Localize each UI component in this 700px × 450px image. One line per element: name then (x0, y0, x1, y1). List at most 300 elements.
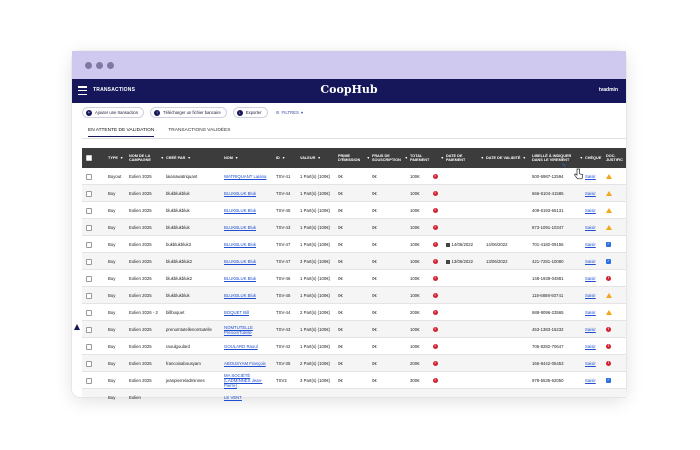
cell-date-paiement (446, 304, 483, 321)
payment-date: 13/06/2022 (451, 259, 474, 264)
cell-cheque[interactable] (585, 389, 603, 406)
cell-campaign (129, 321, 163, 338)
cell-total (410, 287, 443, 304)
cell-value (300, 168, 335, 185)
cell-name[interactable] (224, 219, 273, 236)
cell-text: TSV-47 (276, 242, 291, 247)
transactions-table (82, 148, 626, 398)
cell-cheque[interactable] (585, 185, 603, 202)
cell-text: blukblukbluk (166, 225, 190, 230)
investor-name-link[interactable]: GOULARD Raoul (224, 344, 258, 349)
error-icon: ! (434, 208, 436, 212)
column-header-prime[interactable] (338, 148, 370, 168)
cell-frais (372, 219, 407, 236)
table-row[interactable] (82, 236, 626, 253)
cell-created-by (166, 355, 221, 372)
cell-text: 0€ (372, 225, 377, 230)
cell-total (410, 321, 443, 338)
cell-text: Eolien 2025 (129, 344, 152, 349)
error-icon: ! (434, 225, 436, 229)
cell-type (108, 287, 126, 304)
cell-campaign (129, 338, 163, 355)
cell-text: 0€ (372, 293, 377, 298)
cell-created-by (166, 270, 221, 287)
investor-name-link[interactable]: BLUKBLUK Bluk (224, 191, 257, 196)
app-window (72, 51, 626, 400)
cell-campaign (129, 355, 163, 372)
cell-text: 1 Part(s) (100€) (300, 344, 331, 349)
cell-created-by (166, 338, 221, 355)
column-header-campaign[interactable] (129, 148, 164, 168)
cell-libelle (532, 270, 582, 287)
warning-icon (606, 191, 612, 196)
cell-name[interactable] (224, 270, 273, 287)
cell-type (108, 321, 126, 338)
cell-date-validite (486, 236, 529, 253)
cell-campaign (129, 372, 163, 389)
error-icon: ! (434, 174, 436, 178)
cell-date-paiement (446, 389, 483, 406)
cell-type (108, 355, 126, 372)
total-value: 200€ (410, 310, 420, 315)
error-icon: ! (434, 378, 436, 382)
investor-name-link[interactable]: LE VENT (224, 395, 242, 400)
cell-name[interactable] (224, 168, 273, 185)
cell-text: 0€ (338, 242, 343, 247)
error-icon: ! (434, 327, 436, 331)
cell-name[interactable] (224, 202, 273, 219)
column-header-date-validite[interactable] (486, 148, 530, 168)
cell-doc (606, 219, 626, 236)
investor-name-link[interactable]: ABOUSYAM François (224, 361, 266, 366)
column-header-value[interactable] (300, 148, 336, 168)
error-icon: ! (607, 344, 610, 348)
cell-date-validite (486, 287, 529, 304)
cell-text: blukblukbluk (166, 293, 190, 298)
cell-text: 13/06/2022 (486, 259, 508, 264)
cell-name[interactable] (224, 355, 273, 372)
cell-text: 0€ (338, 378, 343, 383)
user-menu[interactable]: tvadmin (598, 87, 618, 93)
cell-doc (606, 372, 626, 389)
cell-value (300, 338, 335, 355)
cell-id (276, 236, 297, 253)
cell-doc (606, 338, 626, 355)
row-checkbox[interactable] (86, 185, 92, 202)
cell-text: 453-1383-16232 (532, 327, 564, 332)
upload-icon: ↑ (155, 109, 159, 115)
cell-text: 0€ (372, 276, 377, 281)
cell-name[interactable] (224, 253, 273, 270)
cell-name[interactable] (224, 389, 273, 406)
cell-text: TSV-44 (276, 191, 291, 196)
cell-name[interactable] (224, 287, 273, 304)
cheque-entry-link[interactable]: Saisir (585, 327, 596, 332)
cell-text: Buy (108, 310, 116, 315)
investor-name-link[interactable]: BLUKBLUK Bluk (224, 208, 257, 213)
cell-libelle (532, 253, 582, 270)
cell-text: 0€ (338, 327, 343, 332)
column-header-name[interactable] (224, 148, 274, 168)
cell-text: 0€ (372, 378, 377, 383)
column-header-label: TYPE (108, 155, 118, 160)
investor-name-link[interactable]: BLUKBLUK Bluk (224, 293, 257, 298)
cell-name[interactable] (224, 372, 273, 389)
cell-prime (338, 372, 369, 389)
cell-value (300, 389, 335, 406)
cell-type (108, 372, 126, 389)
row-checkbox[interactable] (86, 304, 92, 321)
cell-text: Buy (108, 344, 116, 349)
table-row[interactable] (82, 253, 626, 270)
add-transaction-button[interactable] (82, 107, 144, 118)
cell-date-validite (486, 253, 529, 270)
table-row[interactable] (82, 168, 626, 185)
tab-divider (82, 138, 626, 139)
investor-name-link[interactable]: NOMTUTELLE PrénomTutelle (224, 324, 253, 335)
cell-text: Eolien 2025 (129, 361, 152, 366)
error-icon: ! (434, 191, 436, 195)
upload-bank-file-button[interactable] (150, 107, 227, 118)
cell-cheque[interactable] (585, 321, 603, 338)
cell-text: 118-6888-93741 (532, 293, 564, 298)
cell-text: Eolien 2025 (129, 327, 152, 332)
cell-id (276, 321, 297, 338)
column-header-doc[interactable] (606, 148, 628, 168)
column-header-type[interactable] (108, 148, 127, 168)
investor-name-link[interactable]: MA SOCIÉTÉ (LADMINNES Jean-Pierre) (224, 373, 263, 388)
cell-frais (372, 168, 407, 185)
error-icon: ! (434, 310, 436, 314)
cell-text: 705-8282-70647 (532, 344, 564, 349)
column-header-libelle[interactable] (532, 148, 583, 168)
cell-cheque[interactable] (585, 202, 603, 219)
cell-text: 0€ (372, 361, 377, 366)
column-header-id[interactable] (276, 148, 298, 168)
cell-date-paiement (446, 168, 483, 185)
cell-doc (606, 321, 626, 338)
cell-text: bukblukbluk2 (166, 242, 192, 247)
cell-libelle (532, 338, 582, 355)
cheque-entry-link[interactable]: Saisir (585, 208, 596, 213)
cell-cheque[interactable] (585, 236, 603, 253)
cell-text: TSV-45 (276, 208, 291, 213)
pencil-icon[interactable]: ✎ (562, 163, 567, 169)
row-checkbox[interactable] (86, 202, 92, 219)
sort-arrow-icon: ▼ (440, 155, 444, 160)
cheque-entry-link[interactable]: Saisir (585, 361, 596, 366)
cell-value (300, 202, 335, 219)
cell-doc (606, 287, 626, 304)
total-value: 100€ (410, 191, 420, 196)
cell-cheque[interactable] (585, 270, 603, 287)
column-header-label: CRÉÉ PAR (166, 155, 186, 160)
column-header-frais[interactable] (372, 148, 408, 168)
row-checkbox[interactable] (86, 372, 92, 389)
sort-arrow-icon: ▼ (281, 155, 286, 160)
cell-value (300, 236, 335, 253)
cell-total (410, 185, 443, 202)
table-row[interactable] (82, 389, 626, 398)
cheque-entry-link[interactable]: Saisir (585, 310, 596, 315)
cell-text: Eolien 2025 (129, 378, 152, 383)
cell-value (300, 219, 335, 236)
cell-date-validite (486, 321, 529, 338)
cheque-entry-link[interactable]: Saisir (585, 293, 596, 298)
cell-id (276, 270, 297, 287)
cell-date-validite (486, 185, 529, 202)
cell-value (300, 304, 335, 321)
cell-date-paiement (446, 202, 483, 219)
cell-text: 873-1091-10347 (532, 225, 564, 230)
column-header-total[interactable] (410, 148, 444, 168)
cell-created-by (166, 168, 221, 185)
cheque-entry-link[interactable]: Saisir (585, 242, 596, 247)
cell-libelle (532, 185, 582, 202)
cell-id (276, 338, 297, 355)
table-row[interactable] (82, 202, 626, 219)
cell-created-by (166, 236, 221, 253)
column-header-created-by[interactable] (166, 148, 222, 168)
column-header-cheque[interactable] (585, 148, 604, 168)
cell-text: 166-8442-05453 (532, 361, 564, 366)
cell-date-validite (486, 219, 529, 236)
cell-created-by (166, 253, 221, 270)
total-value: 200€ (410, 361, 420, 366)
select-all-checkbox[interactable] (86, 148, 92, 168)
cell-doc (606, 168, 626, 185)
cell-text: Buy (108, 259, 116, 264)
cheque-entry-link[interactable]: Saisir (585, 191, 596, 196)
cell-text: 1 Part(s) (100€) (300, 208, 331, 213)
cell-prime (338, 321, 369, 338)
row-checkbox[interactable] (86, 236, 92, 253)
cheque-entry-link[interactable]: Saisir (585, 174, 596, 179)
cell-prime (338, 270, 369, 287)
table-header (82, 148, 626, 168)
cell-cheque[interactable] (585, 168, 603, 185)
cell-libelle (532, 372, 582, 389)
sort-arrow-icon: ▼ (234, 155, 239, 160)
check-icon: ✓ (607, 378, 610, 382)
row-checkbox[interactable] (86, 168, 92, 185)
cell-value (300, 355, 335, 372)
check-icon: ✓ (607, 242, 610, 246)
cell-campaign (129, 202, 163, 219)
cell-date-paiement (446, 270, 483, 287)
cell-cheque[interactable] (585, 287, 603, 304)
tab-pending-validation[interactable]: EN ATTENTE DE VALIDATION (88, 128, 154, 137)
cell-text: 1 Part(s) (100€) (300, 174, 331, 179)
cell-text: 3 Part(s) (100€) (300, 378, 331, 383)
cell-text: TSV-44 (276, 310, 291, 315)
cell-text: Buy (108, 242, 116, 247)
investor-name-link[interactable]: BOQUET Bill (224, 310, 249, 315)
total-value: 100€ (410, 276, 420, 281)
table-row[interactable] (82, 304, 626, 321)
cell-text: 0€ (338, 361, 343, 366)
cell-cheque[interactable] (585, 338, 603, 355)
cell-date-validite (486, 304, 529, 321)
cell-cheque[interactable] (585, 304, 603, 321)
cell-date-paiement (446, 253, 483, 270)
cell-type (108, 338, 126, 355)
table-row[interactable] (82, 287, 626, 304)
cell-text: TSV-43 (276, 327, 291, 332)
cell-name[interactable] (224, 321, 273, 338)
cell-total (410, 219, 443, 236)
cell-text: TSV-42 (276, 344, 291, 349)
column-header-date-paiement[interactable] (446, 148, 484, 168)
cell-text: Eolien 2025 (129, 242, 152, 247)
cell-text: 1 Part(s) (100€) (300, 276, 331, 281)
sort-arrow-icon: ▼ (404, 155, 408, 160)
cell-cheque[interactable] (585, 219, 603, 236)
cell-doc (606, 355, 626, 372)
cell-doc (606, 202, 626, 219)
cell-text: TSV-46 (276, 276, 291, 281)
cell-text: 409-6193-65131 (532, 208, 564, 213)
cell-type (108, 168, 126, 185)
row-checkbox[interactable] (86, 355, 92, 372)
cell-campaign (129, 185, 163, 202)
column-header-label: ID (276, 155, 280, 160)
investor-name-link[interactable]: BLUKBLUK Bluk (224, 276, 257, 281)
row-checkbox[interactable] (86, 321, 92, 338)
cell-prime (338, 389, 369, 406)
cell-text: Buy (108, 293, 116, 298)
cell-campaign (129, 219, 163, 236)
row-checkbox[interactable] (86, 338, 92, 355)
warning-icon (606, 225, 612, 230)
cell-text: Eolien (129, 395, 141, 400)
cell-doc (606, 389, 626, 406)
cheque-entry-link[interactable]: Saisir (585, 259, 596, 264)
cell-id (276, 253, 297, 270)
cell-created-by (166, 389, 221, 406)
table-row[interactable] (82, 219, 626, 236)
table-row[interactable] (82, 372, 626, 389)
filters-toggle[interactable] (276, 110, 303, 116)
cheque-entry-link[interactable]: Saisir (585, 378, 596, 383)
cheque-entry-link[interactable]: Saisir (585, 276, 596, 281)
cell-text: TSV2 (276, 378, 287, 383)
cell-text: 3 Part(s) (100€) (300, 259, 331, 264)
cell-text: 0€ (372, 310, 377, 315)
row-checkbox[interactable] (86, 270, 92, 287)
investor-name-link[interactable]: BLUKBLUK Bluk (224, 259, 257, 264)
cell-doc (606, 253, 626, 270)
tab-validated-transactions[interactable]: TRANSACTIONS VALIDÉES (168, 128, 231, 133)
cell-libelle (532, 236, 582, 253)
export-button[interactable] (233, 107, 268, 118)
cell-name[interactable] (224, 304, 273, 321)
table-row[interactable] (82, 355, 626, 372)
download-icon: ↓ (238, 109, 241, 115)
table-row[interactable] (82, 321, 626, 338)
sort-arrow-icon: ▼ (187, 155, 191, 160)
section-title: TRANSACTIONS (93, 87, 136, 93)
cell-text: 0€ (372, 259, 377, 264)
cell-frais (372, 372, 407, 389)
column-header-label: DOC. JUSTIFIC (606, 153, 623, 162)
cell-name[interactable] (224, 236, 273, 253)
total-value: 300€ (410, 378, 420, 383)
cell-name[interactable] (224, 185, 273, 202)
cell-cheque[interactable] (585, 253, 603, 270)
warning-icon (606, 208, 612, 213)
cell-total (410, 304, 443, 321)
tab-bar (88, 128, 230, 137)
row-checkbox[interactable] (86, 287, 92, 304)
cell-text: blukblukbluk (166, 208, 190, 213)
check-icon: ✓ (607, 259, 610, 263)
column-header-label: LIBELLÉ À INDIQUER DANS LE VIREMENT (532, 153, 572, 162)
column-header-label: NOM (224, 155, 233, 160)
cell-text: blukblukbluk2 (166, 259, 193, 264)
cell-type (108, 389, 126, 406)
cell-total (410, 389, 443, 406)
calendar-icon (446, 260, 450, 264)
cell-text: 0€ (372, 208, 377, 213)
action-bar (82, 107, 303, 118)
cell-libelle (532, 389, 582, 406)
investor-name-link[interactable]: BLUKBLUK Bluk (224, 225, 257, 230)
cell-text: TSV-45 (276, 293, 291, 298)
cell-text: Buy (108, 276, 116, 281)
cell-text: TSV-43 (276, 225, 291, 230)
cheque-entry-link[interactable]: Saisir (585, 225, 596, 230)
cell-libelle (532, 287, 582, 304)
cell-total (410, 202, 443, 219)
cell-text: 0€ (372, 174, 377, 179)
investor-name-link[interactable]: BLUKBLUK Bluk (224, 242, 257, 247)
table-row[interactable] (82, 270, 626, 287)
cell-text: 978-5535-62050 (532, 378, 564, 383)
cell-text: blukblukbluk2 (166, 276, 193, 281)
row-checkbox[interactable] (86, 219, 92, 236)
cell-date-paiement (446, 372, 483, 389)
table-row[interactable] (82, 338, 626, 355)
cell-text: Eolien 2026 - 2 (129, 310, 158, 315)
cell-value (300, 253, 335, 270)
cell-text: 14/06/2022 (486, 242, 508, 247)
cheque-entry-link[interactable]: Saisir (585, 344, 596, 349)
row-checkbox[interactable] (86, 253, 92, 270)
warning-icon (606, 174, 612, 179)
error-icon: ! (434, 242, 436, 246)
cell-cheque[interactable] (585, 355, 603, 372)
cell-prime (338, 236, 369, 253)
cell-value (300, 185, 335, 202)
cell-type (108, 253, 126, 270)
cell-prime (338, 355, 369, 372)
cell-name[interactable] (224, 338, 273, 355)
column-header-label: VALEUR (300, 155, 316, 160)
cell-text: TSV-41 (276, 174, 291, 179)
cell-created-by (166, 185, 221, 202)
cell-date-paiement (446, 338, 483, 355)
cell-campaign (129, 304, 163, 321)
cell-prime (338, 185, 369, 202)
cell-prime (338, 168, 369, 185)
cell-cheque[interactable] (585, 372, 603, 389)
column-header-label: FRAIS DE SOUSCRIPTION (372, 153, 401, 162)
cell-id (276, 389, 297, 406)
table-row[interactable] (82, 185, 626, 202)
cell-text: TSV-47 (276, 259, 291, 264)
investor-name-link[interactable]: WATRIQUANT Laiana (224, 174, 267, 179)
